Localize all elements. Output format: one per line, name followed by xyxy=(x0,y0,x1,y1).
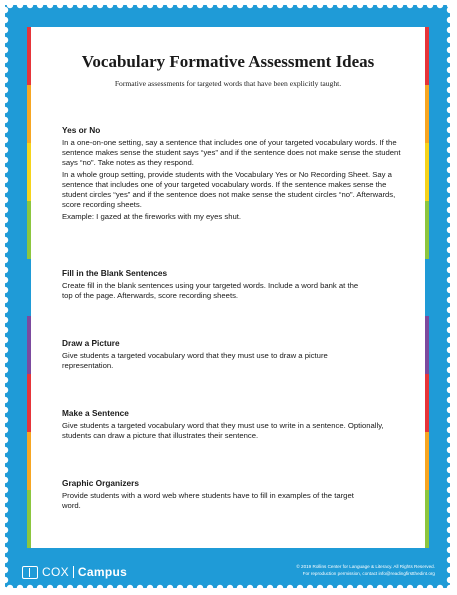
page-subtitle: Formative assessments for targeted words that have been explicitly taught. xyxy=(114,79,342,88)
section-heading: Fill in the Blank Sentences xyxy=(62,268,168,278)
color-strip-segment xyxy=(27,374,31,432)
section-fill-in-the-blank xyxy=(62,268,367,303)
section-paragraph: Give students a targeted vocabulary word that they must use to draw a picture representation. xyxy=(62,351,328,370)
section-yes-or-no xyxy=(62,125,412,224)
section-heading: Make a Sentence xyxy=(62,408,129,418)
section-make-a-sentence xyxy=(62,408,412,443)
footer-permission: For reproduction permission, contact info@readingfirstthedint.org xyxy=(302,571,435,576)
color-strip-segment xyxy=(425,201,429,259)
section-paragraph: Create fill in the blank sentences using your targeted words. Include a word bank at the top of the page. Afterwards, score recording sheets. xyxy=(62,281,359,300)
color-strip-segment xyxy=(425,85,429,143)
color-strip-segment xyxy=(27,432,31,490)
section-paragraph: In a whole group setting, provide students with the Vocabulary Yes or No Recording Sheet. Say a sentence that includes one of your targeted vocabulary words. If the sentence makes sense the student circles “yes” and if the sentence does not make sense the student circles “no”. Afterwards, score recording sheets. xyxy=(62,170,396,209)
color-strip-segment xyxy=(27,490,31,548)
cox-campus-logo xyxy=(22,565,127,579)
section-paragraph: Give students a targeted vocabulary word that they must use to write in a sentence. Optionally, students can draw a picture that illustrates their sentence. xyxy=(62,421,384,440)
section-paragraph: Provide students with a word web where students have to fill in examples of the target word. xyxy=(62,491,354,510)
section-paragraph: In a one-on-one setting, say a sentence that includes one of your targeted vocabulary words. If the sentence makes sense the student says “yes” and if the sentence does not make sense the student says “no”. Take notes as they respond. xyxy=(62,138,401,167)
color-strip-left xyxy=(27,27,31,548)
section-heading: Graphic Organizers xyxy=(62,478,140,488)
color-strip-segment xyxy=(425,490,429,548)
border-scallop-bottom xyxy=(5,583,450,593)
logo-cox: COX xyxy=(42,565,69,579)
color-strip-segment xyxy=(425,316,429,374)
footer-legal xyxy=(296,563,435,577)
border-scallop-top xyxy=(5,0,450,10)
border-scallop-right xyxy=(445,5,455,588)
section-paragraph: Example: I gazed at the fireworks with my eyes shut. xyxy=(62,212,242,221)
book-icon xyxy=(22,566,38,579)
section-draw-a-picture xyxy=(62,338,352,373)
border-scallop-left xyxy=(0,5,10,588)
color-strip-segment xyxy=(425,143,429,201)
color-strip-segment xyxy=(27,85,31,143)
color-strip-segment xyxy=(425,259,429,317)
logo-campus: Campus xyxy=(77,565,128,579)
page-title: Vocabulary Formative Assessment Ideas xyxy=(81,52,375,71)
color-strip-segment xyxy=(425,432,429,490)
color-strip-segment xyxy=(27,143,31,201)
section-graphic-organizers xyxy=(62,478,372,513)
logo-divider xyxy=(73,566,74,578)
color-strip-segment xyxy=(27,316,31,374)
section-heading: Yes or No xyxy=(62,125,101,135)
color-strip-segment xyxy=(425,374,429,432)
footer-copyright: © 2019 Rollins Center for Language & Literacy. All Rights Reserved. xyxy=(296,564,435,569)
color-strip-right xyxy=(425,27,429,548)
color-strip-segment xyxy=(27,201,31,259)
section-heading: Draw a Picture xyxy=(62,338,120,348)
color-strip-segment xyxy=(27,259,31,317)
